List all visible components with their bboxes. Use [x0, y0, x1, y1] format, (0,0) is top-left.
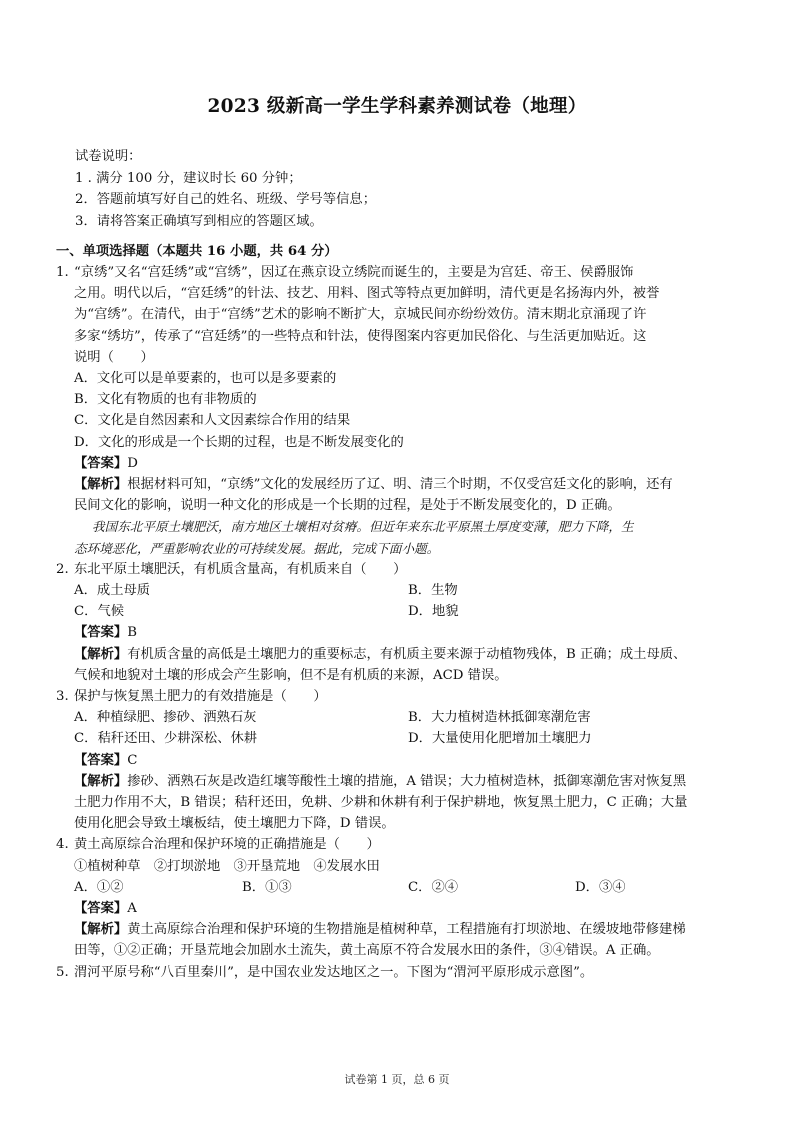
option-a: A．文化可以是单要素的，也可以是多要素的 — [74, 371, 337, 387]
reading-material: 态环境恶化，严重影响农业的可持续发展。据此，完成下面小题。 — [74, 540, 440, 556]
option-c: C．气候 — [74, 604, 125, 620]
instructions-heading: 试卷说明： — [75, 149, 142, 164]
option-c: C．②④ — [408, 879, 459, 895]
option-b: B．大力植树造林抵御寒潮危害 — [408, 710, 591, 726]
analysis-text: 根据材料可知，“京绣”文化的发展经历了辽、明、清三个时期，不仅受宫廷文化的影响，还有 — [127, 477, 673, 493]
answer-line — [56, 622, 736, 643]
question-3 — [56, 686, 736, 834]
analysis-text: 田等，①②正确；开垦荒地会加剧水土流失，黄土高原不符合发展水田的条件，③④错误。A 正确。 — [74, 943, 660, 959]
answer-value: B — [127, 625, 137, 641]
analysis-text: 掺砂、洒熟石灰是改造红壤等酸性土壤的措施，A 错误；大力植树造林，抵御寒潮危害对恢复黑 — [127, 773, 687, 789]
question-stem-line: 为“宫绣”。在清代，由于“宫绣”艺术的影响不断扩大，京城民间亦纷纷效仿。清末期北京涌现了许 — [74, 307, 647, 323]
answer-line — [56, 750, 736, 771]
option-a: A．成土母质 — [74, 583, 151, 599]
answer-label: 【答案】 — [74, 901, 128, 917]
analysis-text: 黄土高原综合治理和保护环境的生物措施是植树种草，工程措施有打坝淤地、在缓坡地带修建梯 — [127, 922, 686, 938]
question-stem: 保护与恢复黑土肥力的有效措施是（ ） — [74, 689, 327, 705]
options-row — [56, 877, 736, 898]
answer-value: C — [127, 752, 138, 768]
exam-title: 2023 级新高一学生学科素养测试卷（地理） — [207, 96, 587, 117]
instruction-item: 1 . 满分 100 分，建议时长 60 分钟； — [75, 170, 302, 186]
question-number: 2. — [56, 561, 69, 577]
analysis-line — [56, 919, 736, 940]
options-row — [56, 707, 736, 728]
options-row — [56, 601, 736, 622]
question-stem: 东北平原土壤肥沃，有机质含量高，有机质来自（ ） — [74, 561, 407, 577]
answer-value: A — [127, 901, 137, 917]
question-5 — [56, 962, 736, 983]
question-4 — [56, 834, 736, 961]
section-title: 一、单项选择题（本题共 16 小题，共 64 分） — [56, 244, 338, 259]
analysis-line — [56, 771, 736, 792]
reading-material: 我国东北平原土壤肥沃，南方地区土壤相对贫瘠。但近年来东北平原黑土厚度变薄，肥力下降，生 — [92, 519, 634, 535]
question-body — [56, 262, 736, 983]
question-stem-line: 之用。明代以后，“宫廷绣”的针法、技艺、用料、图式等特点更加鲜明，清代更是名扬海内外，被誉 — [74, 286, 660, 302]
answer-line — [56, 453, 736, 474]
analysis-text: 土肥力作用不大，B 错误；秸秆还田，免耕、少耕和休耕有利于保护耕地，恢复黑土肥力，C 正确；大量 — [74, 795, 688, 811]
analysis-line — [56, 644, 736, 665]
option-c: C．秸秆还田、少耕深松、休耕 — [74, 731, 258, 747]
question-1 — [56, 262, 736, 516]
options-row — [56, 728, 736, 749]
option-a: A．①② — [74, 879, 124, 895]
answer-label: 【答案】 — [74, 625, 128, 641]
question-number: 5. — [56, 964, 69, 980]
instruction-item: 3．请将答案正确填写到相应的答题区域。 — [75, 213, 323, 229]
answer-label: 【答案】 — [74, 752, 128, 768]
analysis-label: 【解析】 — [74, 646, 128, 662]
analysis-label: 【解析】 — [74, 773, 128, 789]
option-d: D．③④ — [575, 879, 626, 895]
answer-label: 【答案】 — [74, 455, 128, 471]
analysis-label: 【解析】 — [74, 477, 128, 493]
option-a: A．种植绿肥、掺砂、洒熟石灰 — [74, 710, 257, 726]
question-2 — [56, 559, 736, 686]
question-stem-line: 说明（ ） — [74, 349, 154, 365]
option-b: B．①③ — [242, 879, 292, 895]
answer-value: D — [127, 455, 138, 471]
analysis-text: 气候和地貌对土壤的形成会产生影响，但不是有机质的来源，ACD 错误。 — [74, 667, 508, 683]
options-row — [56, 580, 736, 601]
question-sub-items: ①植树种草 ②打坝淤地 ③开垦荒地 ④发展水田 — [74, 858, 380, 874]
option-d: D．地貌 — [408, 604, 459, 620]
analysis-line — [56, 474, 736, 495]
analysis-text: 有机质含量的高低是土壤肥力的重要标志，有机质主要来源于动植物残体，B 正确；成土母质、 — [127, 646, 687, 662]
question-stem: 渭河平原号称“八百里秦川”，是中国农业发达地区之一。下图为“渭河平原形成示意图”。 — [74, 964, 594, 980]
option-d: D．大量使用化肥增加土壤肥力 — [408, 731, 592, 747]
answer-line — [56, 898, 736, 919]
question-stem-line: 多家“绣坊”，传承了“宫廷绣”的一些特点和针法，使得图案内容更加民俗化、与生活更加贴近。这 — [74, 328, 647, 344]
question-stem-line: “京绣”又名“宫廷绣”或“宫绣”，因辽在燕京设立绣院而诞生的，主要是为宫廷、帝王、侯爵服饰 — [74, 265, 634, 280]
analysis-label: 【解析】 — [74, 922, 128, 938]
instruction-item: 2．答题前填写好自己的姓名、班级、学号等信息； — [75, 192, 376, 207]
question-stem: 黄土高原综合治理和保护环境的正确措施是（ ） — [74, 837, 380, 853]
analysis-text: 使用化肥会导致土壤板结，使土壤肥力下降，D 错误。 — [74, 816, 395, 832]
option-b: B．文化有物质的也有非物质的 — [74, 392, 257, 408]
option-b: B．生物 — [408, 583, 458, 599]
question-number: 1. — [56, 265, 69, 280]
instructions — [75, 146, 376, 232]
question-number: 4. — [56, 837, 69, 853]
page-footer: 试卷第 1 页，总 6 页 — [344, 1073, 450, 1086]
option-c: C．文化是自然因素和人文因素综合作用的结果 — [74, 413, 351, 429]
option-d: D．文化的形成是一个长期的过程，也是不断发展变化的 — [74, 434, 404, 450]
analysis-text: 民间文化的影响，说明一种文化的形成是一个长期的过程，是处于不断发展变化的，D 正确。 — [74, 498, 621, 514]
question-number: 3. — [56, 689, 69, 705]
